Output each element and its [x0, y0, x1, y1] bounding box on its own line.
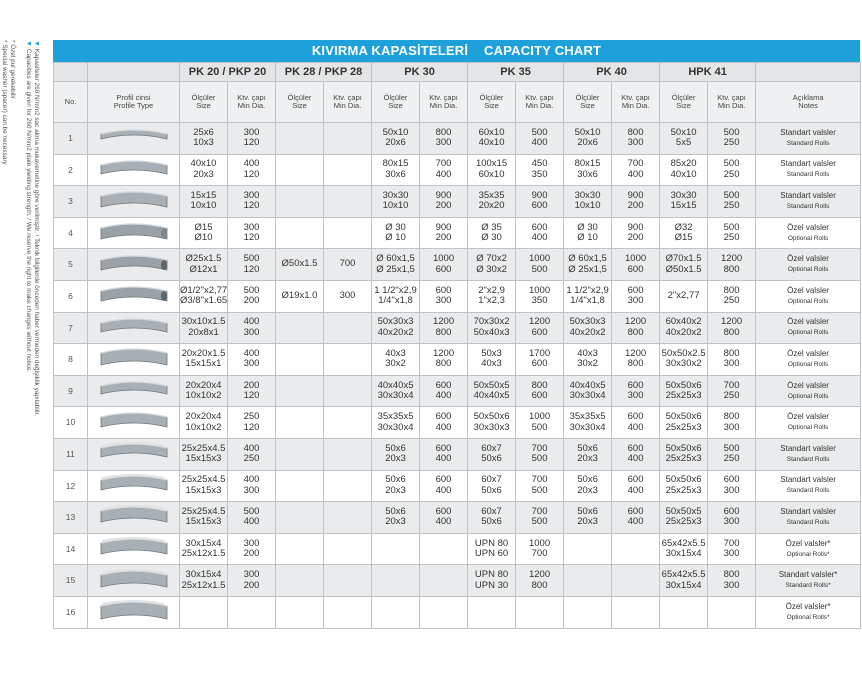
size-cell: 25x25x4.5 15x15x3	[180, 470, 228, 502]
row-number: 6	[54, 280, 88, 312]
size-cell: 60x7 50x6	[468, 438, 516, 470]
table-row	[54, 249, 861, 281]
min-dia-cell: 450 350	[516, 154, 564, 186]
size-cell: Ø25x1.5 Ø12x1	[180, 249, 228, 281]
min-dia-cell: 800 250	[708, 280, 756, 312]
min-dia-cell	[324, 154, 372, 186]
size-cell	[276, 407, 324, 439]
min-dia-cell: 800 300	[708, 407, 756, 439]
size-cell	[276, 375, 324, 407]
size-cell: 80x15 30x6	[564, 154, 612, 186]
min-dia-cell: 400 300	[228, 312, 276, 344]
size-cell: 25x6 10x3	[180, 123, 228, 155]
size-cell: Ø 30 Ø 10	[564, 217, 612, 249]
profile-shape-icon	[88, 502, 180, 534]
table-row	[54, 123, 861, 155]
row-number: 16	[54, 596, 88, 628]
capacity-chart	[53, 40, 860, 629]
size-cell: 60x40x2 40x20x2	[660, 312, 708, 344]
size-cell: 25x25x4.5 15x15x3	[180, 502, 228, 534]
group-pk30: PK 30	[372, 63, 468, 82]
side-notes-text	[0, 40, 40, 416]
notes-cell: Özel valsler Optional Rolls	[756, 407, 861, 439]
size-cell: Ø 35 Ø 30	[468, 217, 516, 249]
header-min-dia: Ktv. çapı Min Dia.	[516, 82, 564, 123]
size-cell: 50x50x5 25x25x3	[660, 502, 708, 534]
min-dia-cell	[324, 565, 372, 597]
min-dia-cell: 700 400	[612, 154, 660, 186]
size-cell: 50x6 20x3	[564, 438, 612, 470]
size-cell: Ø50x1.5	[276, 249, 324, 281]
min-dia-cell: 500 250	[708, 186, 756, 218]
size-cell: 1 1/2"x2,9 1/4"x1,8	[564, 280, 612, 312]
triangle-bullet-icon: ▼	[25, 40, 32, 49]
size-cell: 65x42x5.5 30x15x4	[660, 533, 708, 565]
row-number: 3	[54, 186, 88, 218]
size-cell	[276, 470, 324, 502]
min-dia-cell: 250 120	[228, 407, 276, 439]
table-row	[54, 596, 861, 628]
min-dia-cell: 500 250	[708, 217, 756, 249]
size-cell: 20x20x4 10x10x2	[180, 407, 228, 439]
size-cell	[276, 596, 324, 628]
size-cell: 50x50x6 25x25x3	[660, 438, 708, 470]
table-row	[54, 217, 861, 249]
row-number: 14	[54, 533, 88, 565]
min-dia-cell: 1200 800	[708, 249, 756, 281]
min-dia-cell: 500 400	[516, 123, 564, 155]
min-dia-cell	[612, 565, 660, 597]
min-dia-cell	[324, 344, 372, 376]
size-cell	[276, 565, 324, 597]
min-dia-cell: 600 400	[420, 470, 468, 502]
size-cell: 15x15 10x10	[180, 186, 228, 218]
size-cell: 65x42x5.5 30x15x4	[660, 565, 708, 597]
min-dia-cell: 900 200	[612, 217, 660, 249]
min-dia-cell: 600 400	[420, 375, 468, 407]
size-cell: 40x3 30x2	[372, 344, 420, 376]
side-note-3: * Özel pul gerekebilir	[9, 40, 16, 99]
size-cell: 50x50x5 40x40x5	[468, 375, 516, 407]
header-min-dia: Ktv. çapı Min Dia.	[228, 82, 276, 123]
size-cell: Ø32 Ø15	[660, 217, 708, 249]
size-cell: 70x30x2 50x40x3	[468, 312, 516, 344]
min-dia-cell	[612, 596, 660, 628]
header-notes: Açıklama Notes	[756, 82, 861, 123]
min-dia-cell: 600 300	[420, 280, 468, 312]
table-row	[54, 375, 861, 407]
table-row	[54, 186, 861, 218]
min-dia-cell: 400 300	[228, 470, 276, 502]
min-dia-cell: 800 300	[708, 565, 756, 597]
min-dia-cell: 1200 800	[612, 344, 660, 376]
size-cell	[276, 438, 324, 470]
notes-cell: Özel valsler Optional Rolls	[756, 375, 861, 407]
min-dia-cell	[324, 533, 372, 565]
size-cell	[180, 596, 228, 628]
min-dia-cell: 600 400	[516, 217, 564, 249]
notes-cell: Standart valsler Standard Rolls	[756, 154, 861, 186]
size-cell: 2"x2,77	[660, 280, 708, 312]
row-number: 7	[54, 312, 88, 344]
header-size: Ölçüler Size	[468, 82, 516, 123]
size-cell: 50x50x6 25x25x3	[660, 407, 708, 439]
size-cell: 35x35x5 30x30x4	[372, 407, 420, 439]
size-cell: Ø 30 Ø 10	[372, 217, 420, 249]
min-dia-cell: 1200 600	[516, 312, 564, 344]
table-row	[54, 533, 861, 565]
size-cell	[276, 502, 324, 534]
min-dia-cell	[324, 123, 372, 155]
group-pk35: PK 35	[468, 63, 564, 82]
row-number: 5	[54, 249, 88, 281]
min-dia-cell: 500 250	[708, 123, 756, 155]
size-cell: 50x6 20x3	[564, 470, 612, 502]
group-pk20: PK 20 / PKP 20	[180, 63, 276, 82]
min-dia-cell: 600 300	[708, 470, 756, 502]
min-dia-cell: 300 120	[228, 123, 276, 155]
min-dia-cell: 700 300	[708, 533, 756, 565]
row-number: 10	[54, 407, 88, 439]
size-cell	[660, 596, 708, 628]
profile-shape-icon	[88, 280, 180, 312]
header-size: Ölçüler Size	[180, 82, 228, 123]
notes-cell: Özel valsler Optional Rolls	[756, 312, 861, 344]
header-size: Ölçüler Size	[276, 82, 324, 123]
size-cell: Ø 70x2 Ø 30x2	[468, 249, 516, 281]
min-dia-cell: 1000 350	[516, 280, 564, 312]
min-dia-cell: 600 400	[420, 438, 468, 470]
min-dia-cell	[420, 565, 468, 597]
profile-shape-icon	[88, 249, 180, 281]
group-header-row	[54, 63, 861, 82]
profile-shape-icon	[88, 375, 180, 407]
size-cell	[276, 533, 324, 565]
size-cell: 50x10 5x5	[660, 123, 708, 155]
min-dia-cell: 1200 800	[420, 344, 468, 376]
min-dia-cell: 700 400	[420, 154, 468, 186]
size-cell: 80x15 30x6	[372, 154, 420, 186]
group-pk40: PK 40	[564, 63, 660, 82]
min-dia-cell	[420, 596, 468, 628]
min-dia-cell: 300	[324, 280, 372, 312]
min-dia-cell: 800 300	[612, 123, 660, 155]
size-cell: 20x20x1.5 15x15x1	[180, 344, 228, 376]
size-cell	[276, 186, 324, 218]
min-dia-cell: 1200 800	[516, 565, 564, 597]
title-tr: KIVIRMA KAPASİTELERİ	[311, 43, 469, 58]
min-dia-cell	[516, 596, 564, 628]
min-dia-cell: 1200 800	[420, 312, 468, 344]
row-number: 9	[54, 375, 88, 407]
notes-cell: Standart valsler* Standard Rolls*	[756, 565, 861, 597]
size-cell: Ø1/2"x2,77 Ø3/8"x1.65	[180, 280, 228, 312]
group-hpk41: HPK 41	[660, 63, 756, 82]
size-cell: Ø19x1.0	[276, 280, 324, 312]
table-row	[54, 344, 861, 376]
min-dia-cell: 200 120	[228, 375, 276, 407]
min-dia-cell: 900 200	[420, 217, 468, 249]
profile-shape-icon	[88, 438, 180, 470]
min-dia-cell: 300 120	[228, 217, 276, 249]
min-dia-cell: 1200 800	[612, 312, 660, 344]
min-dia-cell: 1000 600	[612, 249, 660, 281]
min-dia-cell: 1000 500	[516, 249, 564, 281]
sub-header-row	[54, 82, 861, 123]
table-row	[54, 502, 861, 534]
min-dia-cell	[324, 186, 372, 218]
table-row	[54, 280, 861, 312]
size-cell: 50x30x3 40x20x2	[564, 312, 612, 344]
min-dia-cell: 300 200	[228, 565, 276, 597]
profile-shape-icon	[88, 312, 180, 344]
min-dia-cell	[708, 596, 756, 628]
profile-shape-icon	[88, 533, 180, 565]
notes-cell: Standart valsler Standard Rolls	[756, 438, 861, 470]
min-dia-cell: 900 600	[516, 186, 564, 218]
size-cell: 50x50x6 30x30x3	[468, 407, 516, 439]
min-dia-cell: 600 300	[612, 280, 660, 312]
min-dia-cell: 700 250	[708, 375, 756, 407]
min-dia-cell	[324, 438, 372, 470]
min-dia-cell: 300 200	[228, 533, 276, 565]
min-dia-cell: 700 500	[516, 502, 564, 534]
header-no: No.	[54, 82, 88, 123]
row-number: 13	[54, 502, 88, 534]
size-cell: 30x30 10x10	[564, 186, 612, 218]
table-row	[54, 154, 861, 186]
min-dia-cell: 600 400	[612, 438, 660, 470]
min-dia-cell: 600 400	[420, 502, 468, 534]
size-cell: 40x10 20x3	[180, 154, 228, 186]
header-min-dia: Ktv. çapı Min Dia.	[324, 82, 372, 123]
size-cell: UPN 80 UPN 30	[468, 565, 516, 597]
row-number: 2	[54, 154, 88, 186]
notes-cell: Standart valsler Standard Rolls	[756, 123, 861, 155]
size-cell: 20x20x4 10x10x2	[180, 375, 228, 407]
size-cell: 50x6 20x3	[372, 438, 420, 470]
size-cell: 50x6 20x3	[372, 502, 420, 534]
min-dia-cell: 500 250	[708, 154, 756, 186]
profile-shape-icon	[88, 344, 180, 376]
min-dia-cell: 500 250	[708, 438, 756, 470]
min-dia-cell	[228, 596, 276, 628]
size-cell	[276, 344, 324, 376]
notes-cell: Özel valsler* Optional Rolls*	[756, 596, 861, 628]
size-cell: Ø 60x1,5 Ø 25x1,5	[372, 249, 420, 281]
size-cell	[276, 217, 324, 249]
row-number: 8	[54, 344, 88, 376]
row-number: 1	[54, 123, 88, 155]
size-cell: 60x7 50x6	[468, 470, 516, 502]
chart-title	[53, 40, 860, 62]
min-dia-cell: 700 500	[516, 470, 564, 502]
size-cell: 25x25x4.5 15x15x3	[180, 438, 228, 470]
min-dia-cell: 1200 800	[708, 312, 756, 344]
min-dia-cell: 600 300	[708, 502, 756, 534]
min-dia-cell: 700	[324, 249, 372, 281]
notes-cell: Özel valsler Optional Rolls	[756, 217, 861, 249]
size-cell: 30x10x1.5 20x8x1	[180, 312, 228, 344]
size-cell: 50x50x6 25x25x3	[660, 375, 708, 407]
profile-shape-icon	[88, 154, 180, 186]
size-cell: 100x15 60x10	[468, 154, 516, 186]
size-cell: 60x7 50x6	[468, 502, 516, 534]
size-cell	[468, 596, 516, 628]
min-dia-cell: 500 120	[228, 249, 276, 281]
min-dia-cell: 900 200	[612, 186, 660, 218]
min-dia-cell: 600 400	[420, 407, 468, 439]
size-cell: 85x20 40x10	[660, 154, 708, 186]
min-dia-cell: 1700 600	[516, 344, 564, 376]
profile-shape-icon	[88, 123, 180, 155]
triangle-bullet-icon: ▼	[33, 40, 40, 49]
profile-shape-icon	[88, 565, 180, 597]
size-cell: 30x15x4 25x12x1.5	[180, 565, 228, 597]
min-dia-cell: 600 300	[612, 375, 660, 407]
size-cell: 50x30x3 40x20x2	[372, 312, 420, 344]
min-dia-cell	[324, 312, 372, 344]
min-dia-cell: 700 500	[516, 438, 564, 470]
size-cell: 50x3 40x3	[468, 344, 516, 376]
profile-shape-icon	[88, 186, 180, 218]
min-dia-cell: 800 300	[708, 344, 756, 376]
size-cell	[564, 565, 612, 597]
size-cell	[564, 596, 612, 628]
size-cell	[276, 123, 324, 155]
min-dia-cell: 800 300	[420, 123, 468, 155]
profile-shape-icon	[88, 470, 180, 502]
size-cell	[372, 533, 420, 565]
side-note-2: Capacities are given for 260 N/mm2 plate yielding strength. / We reserve the right to make changes without notice.	[25, 48, 32, 373]
size-cell: 50x10 20x6	[564, 123, 612, 155]
min-dia-cell: 1000 500	[516, 407, 564, 439]
capacity-table	[53, 62, 861, 629]
table-row	[54, 312, 861, 344]
size-cell: 30x30 15x15	[660, 186, 708, 218]
row-number: 12	[54, 470, 88, 502]
size-cell: 35x35x5 30x30x4	[564, 407, 612, 439]
profile-shape-icon	[88, 407, 180, 439]
min-dia-cell: 400 250	[228, 438, 276, 470]
size-cell: 40x3 30x2	[564, 344, 612, 376]
row-number: 11	[54, 438, 88, 470]
size-cell: 40x40x5 30x30x4	[564, 375, 612, 407]
notes-cell: Standart valsler Standard Rolls	[756, 186, 861, 218]
size-cell: 50x50x6 25x25x3	[660, 470, 708, 502]
group-pk28: PK 28 / PKP 28	[276, 63, 372, 82]
size-cell	[276, 312, 324, 344]
table-row	[54, 438, 861, 470]
min-dia-cell: 400 120	[228, 154, 276, 186]
min-dia-cell	[324, 470, 372, 502]
row-number: 15	[54, 565, 88, 597]
size-cell: 50x6 20x3	[564, 502, 612, 534]
table-row	[54, 470, 861, 502]
size-cell: 50x50x2.5 30x30x2	[660, 344, 708, 376]
min-dia-cell: 800 600	[516, 375, 564, 407]
size-cell	[276, 154, 324, 186]
min-dia-cell	[324, 502, 372, 534]
min-dia-cell: 600 400	[612, 502, 660, 534]
min-dia-cell: 1000 700	[516, 533, 564, 565]
notes-cell: Özel valsler* Optional Rolls*	[756, 533, 861, 565]
header-size: Ölçüler Size	[660, 82, 708, 123]
size-cell: 30x15x4 25x12x1.5	[180, 533, 228, 565]
notes-cell: Özel valsler Optional Rolls	[756, 344, 861, 376]
size-cell: 50x6 20x3	[372, 470, 420, 502]
table-row	[54, 565, 861, 597]
size-cell: 2"x2,9 1"x2,3	[468, 280, 516, 312]
size-cell: 50x10 20x6	[372, 123, 420, 155]
header-profile: Profil cinsi Profile Type	[88, 82, 180, 123]
side-notes	[0, 40, 50, 640]
size-cell: UPN 80 UPN 60	[468, 533, 516, 565]
header-size: Ölçüler Size	[372, 82, 420, 123]
min-dia-cell	[612, 533, 660, 565]
size-cell	[564, 533, 612, 565]
notes-cell: Standart valsler Standard Rolls	[756, 470, 861, 502]
notes-cell: Özel valsler Optional Rolls	[756, 280, 861, 312]
size-cell: Ø15 Ø10	[180, 217, 228, 249]
header-min-dia: Ktv. çapı Min Dia.	[612, 82, 660, 123]
size-cell: 40x40x5 30x30x4	[372, 375, 420, 407]
table-row	[54, 407, 861, 439]
size-cell	[372, 596, 420, 628]
min-dia-cell	[324, 596, 372, 628]
min-dia-cell: 600 400	[612, 407, 660, 439]
notes-cell: Özel valsler Optional Rolls	[756, 249, 861, 281]
header-size: Ölçüler Size	[564, 82, 612, 123]
side-note-1: Kapasiteler 260 N/mm2 sac akma mukavemetine göre verilmiştir. / Teknik bilgilerde önceden haber vermeden değişiklik yapılabilir.	[33, 48, 40, 417]
size-cell: Ø 60x1,5 Ø 25x1,5	[564, 249, 612, 281]
header-min-dia: Ktv. çapı Min Dia.	[420, 82, 468, 123]
size-cell: 30x30 10x10	[372, 186, 420, 218]
side-note-4: * Special washer (spacer) can be necessary	[1, 40, 8, 165]
size-cell: Ø70x1.5 Ø50x1.5	[660, 249, 708, 281]
notes-cell: Standart valsler Standard Rolls	[756, 502, 861, 534]
header-min-dia: Ktv. çapı Min Dia.	[708, 82, 756, 123]
min-dia-cell	[324, 407, 372, 439]
row-number: 4	[54, 217, 88, 249]
profile-shape-icon	[88, 217, 180, 249]
min-dia-cell: 600 400	[612, 470, 660, 502]
min-dia-cell	[324, 217, 372, 249]
profile-shape-icon	[88, 596, 180, 628]
size-cell: 35x35 20x20	[468, 186, 516, 218]
size-cell: 1 1/2"x2,9 1/4"x1,8	[372, 280, 420, 312]
min-dia-cell: 500 400	[228, 502, 276, 534]
size-cell: 60x10 40x10	[468, 123, 516, 155]
min-dia-cell: 300 120	[228, 186, 276, 218]
min-dia-cell	[324, 375, 372, 407]
min-dia-cell: 500 200	[228, 280, 276, 312]
title-en: CAPACITY CHART	[484, 43, 602, 58]
min-dia-cell: 1000 600	[420, 249, 468, 281]
size-cell	[372, 565, 420, 597]
min-dia-cell: 400 300	[228, 344, 276, 376]
min-dia-cell: 900 200	[420, 186, 468, 218]
min-dia-cell	[420, 533, 468, 565]
